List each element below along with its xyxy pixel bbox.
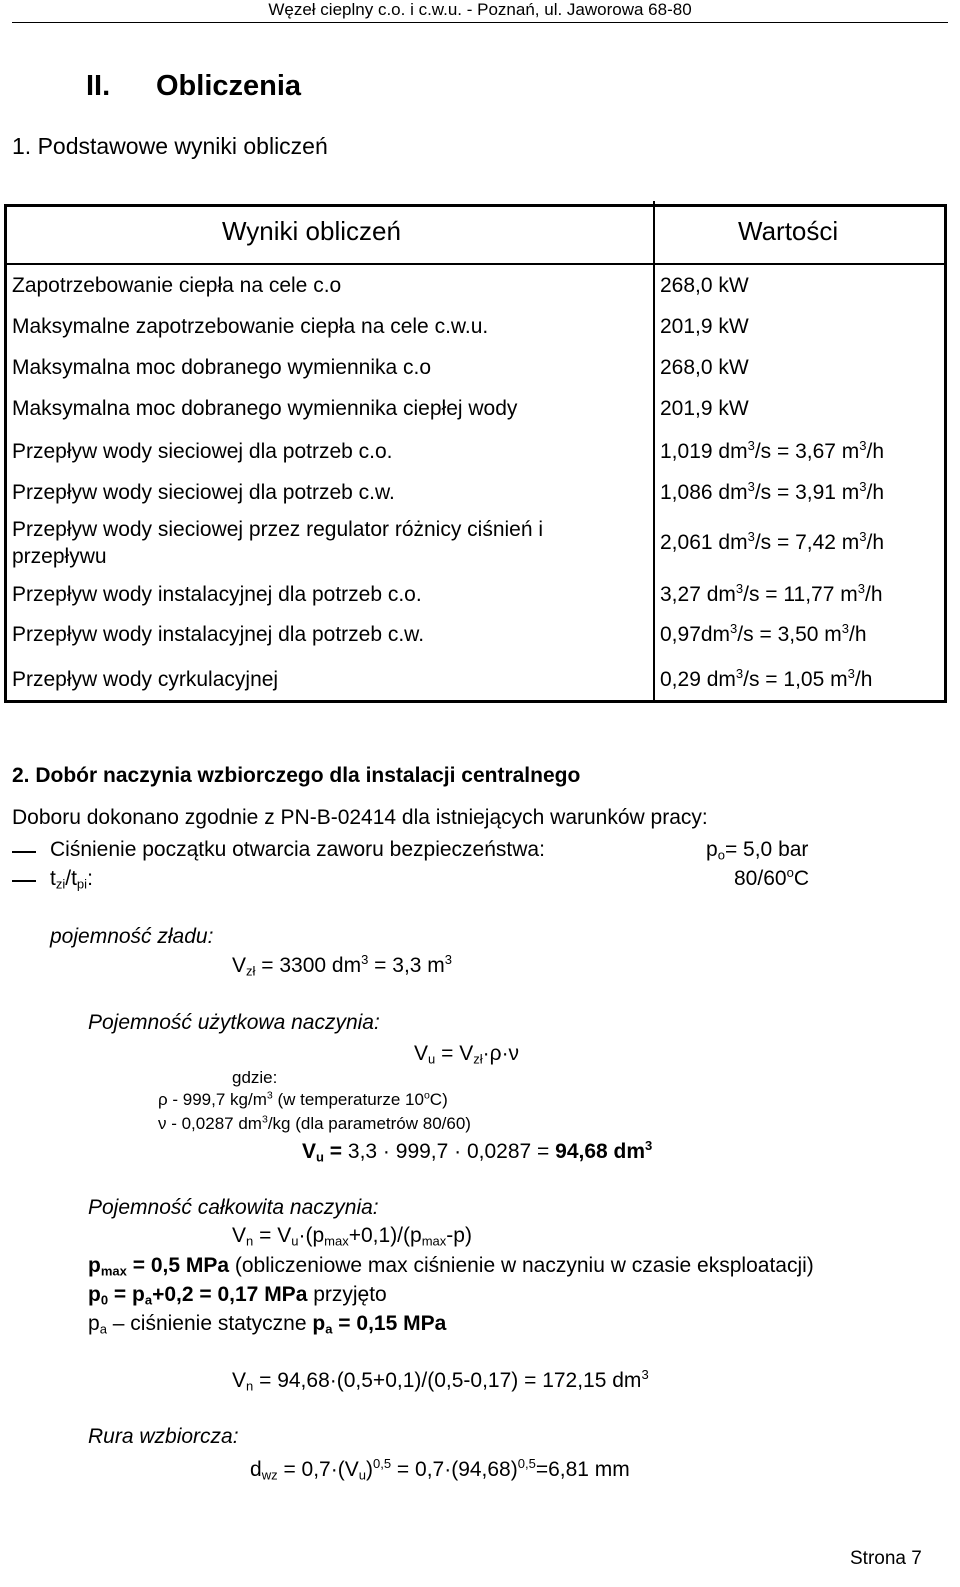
- table-row-label: Przepływ wody sieciowej dla potrzeb c.o.: [12, 440, 393, 463]
- table-row-label: Przepływ wody instalacyjnej dla potrzeb c.o.: [12, 583, 422, 606]
- pa-line: $p_a$ – ciśnienie statyczne $p_a = 0,15$ MPa: [88, 1312, 447, 1337]
- table-row-value: 1,086 $dm^3/s = 3,91$ $m^3/h$: [660, 478, 885, 504]
- table-row-value: 268,0 kW: [660, 356, 749, 379]
- zlad-label: pojemność zładu:: [50, 925, 214, 948]
- item-temp-value: 80/60$^o$C: [734, 864, 809, 890]
- table-header-results: Wyniki obliczeń: [222, 216, 401, 246]
- table-row-label: Przepływ wody instalacyjnej dla potrzeb c.w.: [12, 623, 425, 646]
- uzytkowa-formula: $V_u = V_{zł}\cdot\rho\cdot\nu$: [414, 1042, 520, 1067]
- table-header-divider: [4, 263, 947, 265]
- page-header: Węzeł cieplny c.o. i c.w.u. - Poznań, ul. Jaworowa 68-80: [268, 0, 692, 19]
- table-column-divider: [653, 201, 655, 703]
- p0-line: $p_0 = p_a+0,2 = 0,17$ MPa przyjęto: [88, 1283, 387, 1308]
- list-dash-icon: [12, 880, 36, 882]
- table-row-label: Maksymalne zapotrzebowanie ciepła na cele c.w.u.: [12, 315, 489, 338]
- table-header-values: Wartości: [738, 216, 839, 246]
- table-row-value: 3,27 $dm^3/s = 11,77$ $m^3/h$: [660, 580, 883, 606]
- calkowita-formula: $V_n = V_u\cdot(p_{max}+0,1)/(p_{max}-p)$: [232, 1224, 472, 1249]
- rura-formula: $d_{wz} = 0,7\cdot(V_u)^{0,5} = 0,7\cdot(94,68)^{0,5}=6,81$ mm: [250, 1455, 630, 1483]
- table-row-label: Maksymalna moc dobranego wymiennika c.o: [12, 356, 432, 379]
- table-row-value: 2,061 $dm^3/s = 7,42$ $m^3/h$: [660, 528, 885, 554]
- uzytkowa-result: $V_u = 3,3 \cdot 999,7 \cdot 0,0287 = 94,68$ $dm^3$: [302, 1137, 653, 1165]
- table-row-value: $0,97dm^3/s = 3,50$ $m^3/h$: [660, 620, 867, 646]
- table-row-value: 268,0 kW: [660, 274, 749, 297]
- header-divider: [12, 22, 948, 23]
- nu-definition: ν - 0,0287 $dm^3/kg$ (dla parametrów 80/60): [158, 1113, 471, 1133]
- table-row-value: 1,019 $dm^3/s = 3,67$ $m^3/h$: [660, 437, 885, 463]
- item-pressure-value: $p_o= 5,0$ bar: [706, 838, 809, 863]
- table-row-label: Zapotrzebowanie ciepła na cele c.o: [12, 274, 342, 297]
- list-dash-icon: [12, 851, 36, 853]
- item-pressure-label: Ciśnienie początku otwarcia zaworu bezpieczeństwa:: [50, 838, 545, 861]
- section-title: Obliczenia: [156, 70, 302, 102]
- pmax-line: $p_{max} = 0,5$ MPa (obliczeniowe max ciśnienie w naczyniu w czasie eksploatacji): [88, 1254, 814, 1279]
- table-row-label: Przepływ wody sieciowej przez regulator różnicy ciśnień i: [12, 518, 544, 541]
- table-row-value: 201,9 kW: [660, 315, 749, 338]
- table-row-label-cont: przepływu: [12, 545, 107, 568]
- uzytkowa-label: Pojemność użytkowa naczynia:: [88, 1011, 380, 1034]
- zlad-formula: $V_{zł} = 3300$ $dm^3 = 3,3$ $m^3$: [232, 951, 453, 979]
- table-row-value: 0,29 $dm^3/s = 1,05$ $m^3/h$: [660, 665, 873, 691]
- section-number: II.: [86, 70, 111, 102]
- item-temp-label: $t_{zi}/t_{pi}$:: [50, 867, 93, 892]
- table-row-label: Przepływ wody cyrkulacyjnej: [12, 668, 279, 691]
- intro-text: Doboru dokonano zgodnie z PN-B-02414 dla istniejących warunków pracy:: [12, 806, 708, 829]
- rho-definition: ρ - 999,7 $kg/m^3$ (w temperaturze 10$^o$C): [158, 1089, 448, 1109]
- page-number: Strona 7: [850, 1548, 922, 1569]
- subsection-2-title: 2. Dobór naczynia wzbiorczego dla instalacji centralnego: [12, 764, 581, 787]
- table-row-value: 201,9 kW: [660, 397, 749, 420]
- table-row-label: Przepływ wody sieciowej dla potrzeb c.w.: [12, 481, 395, 504]
- subsection-1-title: 1. Podstawowe wyniki obliczeń: [12, 133, 328, 159]
- gdzie-label: gdzie:: [232, 1068, 278, 1087]
- rura-label: Rura wzbiorcza:: [88, 1425, 239, 1448]
- table-row-label: Maksymalna moc dobranego wymiennika ciepłej wody: [12, 397, 518, 420]
- calkowita-label: Pojemność całkowita naczynia:: [88, 1196, 379, 1219]
- calkowita-result: $V_n = 94,68\cdot(0,5+0,1)/(0,5-0,17) = 172,15$ $dm^3$: [232, 1366, 649, 1394]
